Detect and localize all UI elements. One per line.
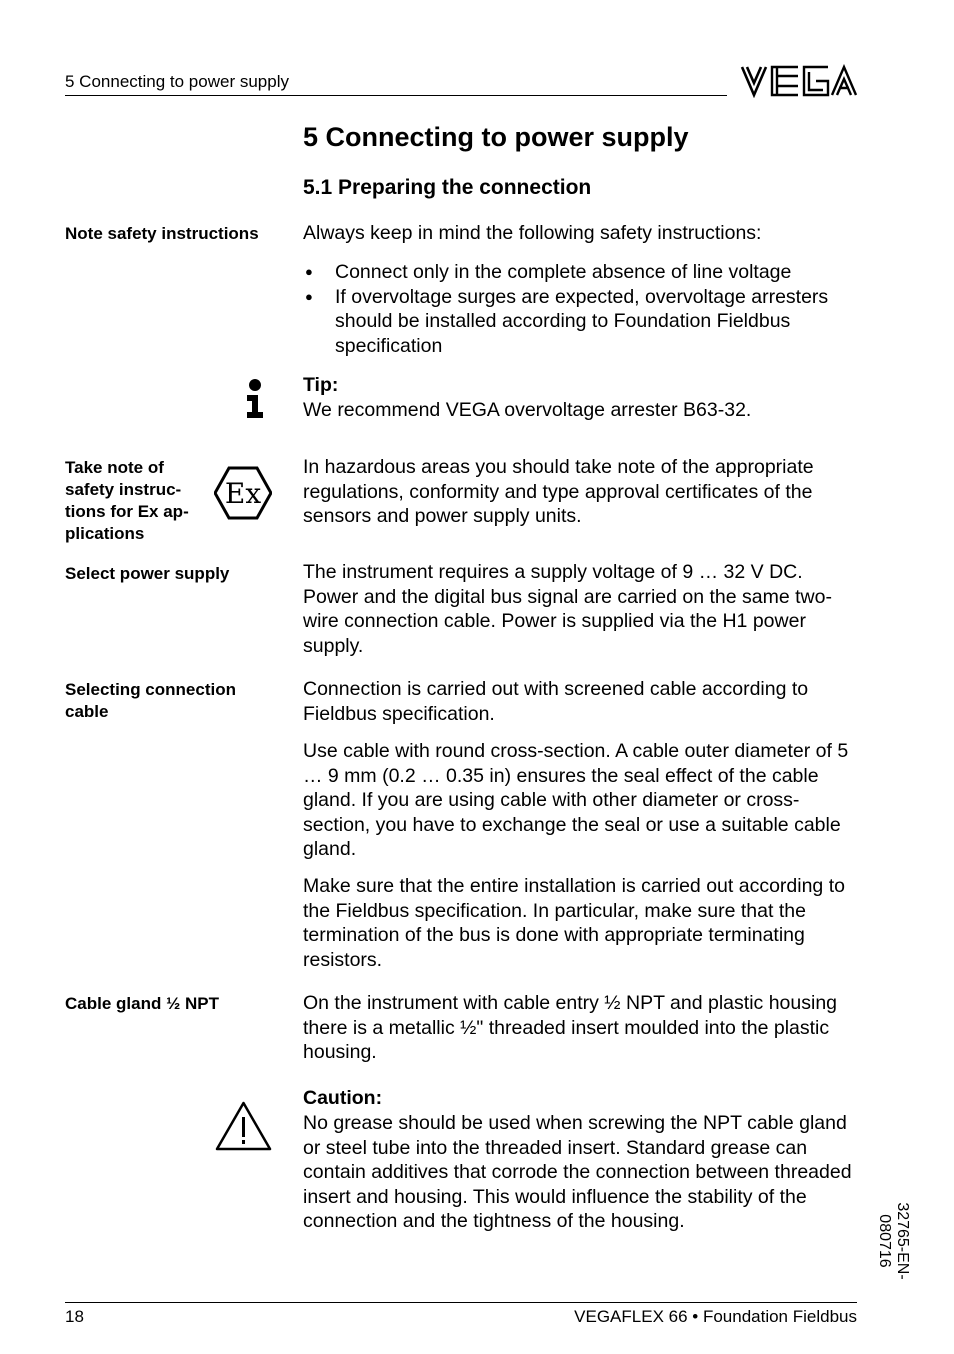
document-id: 32765-EN-080716: [876, 1202, 911, 1280]
product-name: VEGAFLEX 66 • Foundation Fieldbus: [574, 1307, 857, 1326]
running-head: 5 Connecting to power supply: [65, 72, 289, 91]
warning-icon: [215, 1100, 272, 1152]
vega-logo: [740, 64, 858, 98]
safety-bullet-list: [303, 260, 863, 358]
cable-paragraph-1: Connection is carried out with screened cable according to Fieldbus specification.: [303, 678, 809, 725]
cable-paragraph-3: Make sure that the entire installation is carried out according to the Fieldbus specification. In particular, make sure that the termination of the bus is done with appropriate terminating resistors.: [303, 875, 845, 971]
caution-text: No grease should be used when screwing the NPT cable gland or steel tube into the threaded insert. Standard grease can contain additives that corrode the connection between threaded insert and housing. This would influence the stability of the connection and the tightness of the housing.: [303, 1112, 852, 1233]
margin-label-ex: Take note of safety instruc-tions for Ex ap-plications: [65, 458, 189, 543]
tip-heading: Tip:: [303, 374, 339, 396]
ex-text: In hazardous areas you should take note of the appropriate regulations, conformity and type approval certificates of the sensors and power supply units.: [303, 456, 814, 528]
margin-label-power: Select power supply: [65, 564, 230, 583]
subsection-title: 5.1 Preparing the connection: [303, 176, 592, 199]
footer-rule: [65, 1302, 857, 1303]
svg-text:Ex: Ex: [224, 477, 262, 510]
gland-text: On the instrument with cable entry ½ NPT and plastic housing there is a metallic ½" threaded insert moulded into the plastic housing.: [303, 992, 838, 1064]
section-title: 5 Connecting to power supply: [303, 122, 689, 152]
info-icon: [244, 378, 266, 420]
ex-hazard-icon: [214, 466, 272, 520]
safety-intro: Always keep in mind the following safety instructions:: [303, 222, 762, 244]
margin-label-gland: Cable gland ½ NPT: [65, 994, 219, 1013]
page-number: 18: [65, 1307, 84, 1326]
tip-text: We recommend VEGA overvoltage arrester B63-32.: [303, 399, 752, 421]
power-text: The instrument requires a supply voltage of 9 … 32 V DC. Power and the digital bus signal are carried on the same two-wire connection cable. Power is supplied via the H1 power supply.: [303, 561, 832, 657]
vega-logo-text: VEGA: [799, 84, 802, 85]
caution-heading: Caution:: [303, 1087, 383, 1109]
vega-logo-graphic: [742, 67, 856, 95]
list-item: ● If overvoltage surges are expected, overvoltage arresters should be installed according to Foundation Fieldbus specification: [303, 285, 863, 359]
margin-label-safety: Note safety instructions: [65, 224, 259, 243]
header-rule: [65, 95, 727, 96]
list-item: ● Connect only in the complete absence of line voltage: [303, 260, 863, 285]
margin-label-cable: Selecting connection cable: [65, 680, 236, 721]
cable-paragraph-2: Use cable with round cross-section. A cable outer diameter of 5 … 9 mm (0.2 … 0.35 in) ensures the seal effect of the cable gland. If you are using cable with other diameter or cross-section, you have to exchange the seal or use a suitable cable gland.: [303, 740, 849, 861]
